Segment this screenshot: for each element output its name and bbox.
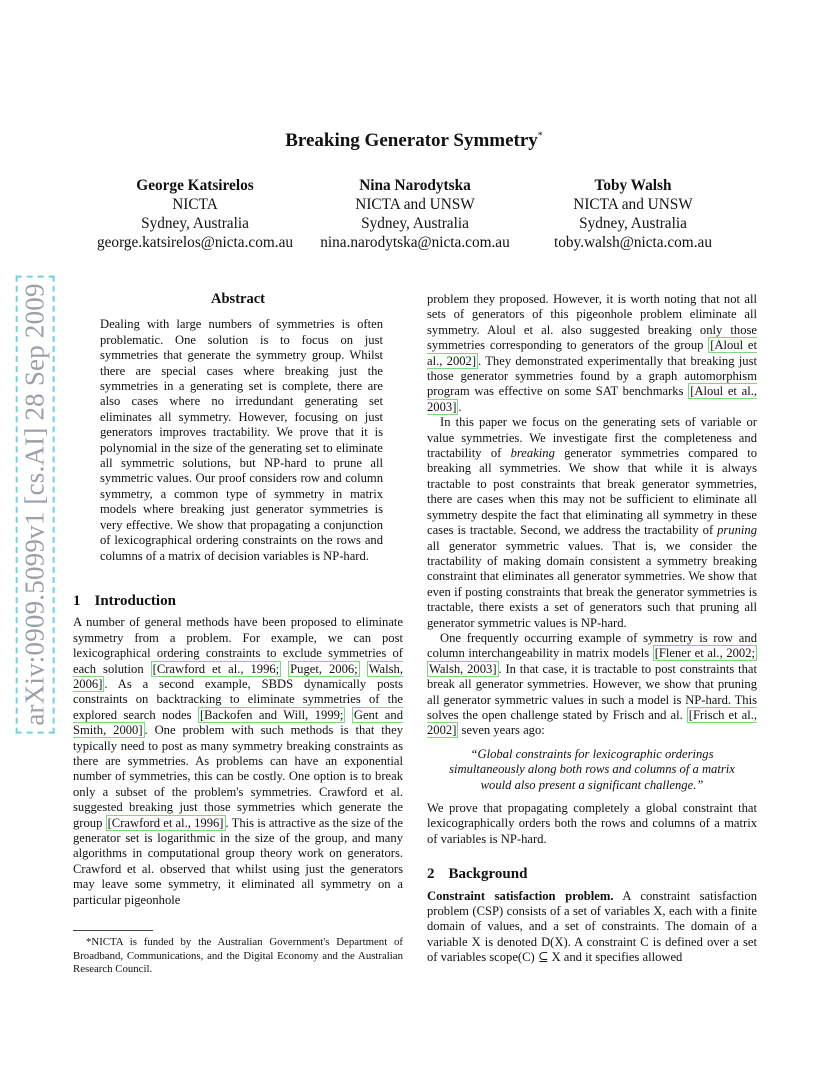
text-run: . This is attractive as the size of the generator set is logarithmic in the size of the group, and many algorithms in computational group theory work on generators. Crawford et al. observed that whilst using just the generators may leave some symmetry, it eliminated all symmetry on a particular pigeonhole — [73, 815, 404, 907]
body-paragraph: We prove that propagating completely a global constraint that lexicographically orders both the rows and columns of a matrix of variables is NP-hard. — [427, 801, 757, 846]
author-affiliation: NICTA and UNSW — [573, 196, 693, 213]
title-footnote-mark: * — [537, 130, 543, 142]
text-run: . — [458, 399, 462, 414]
author-email: george.katsirelos@nicta.com.au — [96, 234, 294, 251]
author-3 — [540, 176, 726, 252]
text-run: all generator symmetric values. That is, we consider the tractability of making domain consistent a symmetry breaking constraint that eliminates all generator symmetries. We show that even if posting constraints that break the generator symmetries is tractable, there exists a set of generators such that pruning all generator symmetric values is NP-hard. — [427, 538, 757, 630]
footnote-divider — [73, 930, 153, 931]
text-run: . In that case, it is tractable to post constraints that break all generator symmetries. However, we show that pruning all generator symmetric values in such a model is NP-hard. This solves the open challenge stated by Frisch and al. — [427, 661, 757, 722]
section-heading-introduction — [73, 594, 403, 609]
abstract-text: Dealing with large numbers of symmetries is often problematic. One solution is to focus on just symmetries that generate the symmetry group. Whilst there are special cases where breaking just the symmetries in a generating set is complete, there are also cases where no irredundant generating set eliminates all symmetry. However, focusing on just generators improves tractability. We prove that it is polynomial in the size of the generating set to eliminate all symmetric solutions, but NP-hard to prune all symmetric values. Our proof considers row and column symmetry, a common type of symmetry in matrix models where breaking just generator symmetries is very effective. We show that propagating a conjunction of lexicographical ordering constraints on the rows and columns of a matrix of decision variables is NP-hard. — [100, 317, 383, 563]
section-number: 2 — [427, 866, 435, 883]
emphasis: breaking — [510, 446, 555, 461]
citation-link[interactable]: Walsh, 2003] — [429, 661, 497, 676]
author-email: toby.walsh@nicta.com.au — [554, 234, 712, 251]
body-paragraph — [427, 292, 757, 415]
run-in-heading: Constraint satisfaction problem. — [427, 888, 614, 903]
left-column — [73, 292, 403, 977]
citation-link[interactable]: [Flener et al., 2002; — [654, 646, 756, 661]
paper-title — [0, 130, 828, 152]
citation-link[interactable]: [Frisch et al., 2002] — [427, 707, 758, 738]
emphasis: pruning — [717, 523, 757, 538]
author-affiliation: NICTA and UNSW — [355, 196, 475, 213]
text-run: . One problem with such methods is that they typically need to post as many symmetry breaking constraints as there are symmetries. As problems can have an exponential number of symmetries, this can be costly. One option is to break only a subset of the problem's symmetries. Crawford et al. suggested breaking just those symmetries which generate the group — [73, 723, 403, 830]
author-email: nina.narodytska@nicta.com.au — [320, 234, 510, 251]
text-run: A number of general methods have been proposed to eliminate symmetry from a problem. For example, we can post lexicographical ordering constraints to exclude symmetries of each solution — [73, 615, 403, 676]
citation-link[interactable]: Gent and Smith, 2000] — [73, 707, 403, 738]
author-location: Sydney, Australia — [141, 215, 249, 232]
citation-link[interactable]: Puget, 2006; — [290, 661, 358, 676]
body-paragraph — [427, 631, 757, 739]
citation-link[interactable]: [Crawford et al., 1996] — [107, 815, 224, 830]
background-paragraph — [427, 889, 757, 966]
text-run: . As a second example, SBDS dynamically posts constraints on backtracking to eliminate symmetries of the explored search nodes — [73, 676, 403, 722]
section-title: Background — [448, 866, 528, 883]
author-affiliation: NICTA — [172, 196, 218, 213]
author-location: Sydney, Australia — [361, 215, 469, 232]
citation-link[interactable]: [Crawford et al., 1996; — [152, 661, 280, 676]
section-title: Introduction — [94, 592, 176, 609]
intro-paragraph — [73, 615, 403, 908]
body-paragraph — [427, 415, 757, 631]
citation-link[interactable]: [Aloul et al., 2002] — [427, 338, 757, 368]
text-run: . They demonstrated experimentally that breaking just those generator symmetries found by a graph automorphism program was effective on some SAT benchmarks — [427, 353, 757, 399]
text-run: seven years ago: — [458, 723, 545, 738]
section-heading-background — [427, 867, 757, 882]
section-number: 1 — [73, 592, 81, 609]
text-run: generator symmetries compared to breaking all symmetries. We show that while it is always tractable to post constraints that break generator symmetries, there are cases when this may not be sufficient to eliminate all symmetry despite the fact that eliminating all symmetry in these cases is tractable. Second, we address the tractability of — [427, 446, 757, 538]
author-name: Nina Narodytska — [359, 177, 471, 194]
citation-link[interactable]: [Aloul et al., 2003] — [427, 384, 758, 414]
citation-link[interactable]: Walsh, 2006] — [73, 661, 403, 691]
text-run: In this paper we focus on the generating sets of variable or value symmetries. We investigate first the completeness and tractability of — [427, 415, 757, 461]
abstract-heading: Abstract — [211, 291, 265, 307]
arxiv-stamp — [10, 268, 60, 740]
author-location: Sydney, Australia — [579, 215, 687, 232]
footnote: *NICTA is funded by the Australian Government's Department of Broadband, Communications, and the Digital Economy and the Australian Research Council. — [73, 936, 403, 976]
author-name: Toby Walsh — [594, 177, 672, 194]
author-2 — [310, 176, 520, 252]
citation-link[interactable]: [Backofen and Will, 1999; — [199, 707, 344, 722]
arxiv-stamp-text: arXiv:0909.5099v1 [cs.AI] 28 Sep 2009 — [16, 275, 55, 733]
text-run: problem they proposed. However, it is worth noting that not all sets of generators of this pigeonhole problem eliminate all symmetry. Aloul et al. also suggested breaking only those symmetries corresponding to generators of the group — [427, 292, 757, 353]
text-run: A constraint satisfaction problem (CSP) consists of a set of variables X, each with a finite domain of values, and a set of constraints. The domain of a variable X is denoted D(X). A constraint C is defined over a set of variables scope(C) ⊆ X and it specifies allowed — [427, 888, 757, 965]
author-1 — [90, 176, 300, 252]
abstract — [100, 317, 383, 564]
text-run: One frequently occurring example of symmetry is row and column interchangeability in matrix models — [427, 630, 757, 661]
right-column — [427, 292, 757, 966]
author-name: George Katsirelos — [136, 177, 254, 194]
paper-title-text: Breaking Generator Symmetry — [285, 130, 538, 151]
block-quote: “Global constraints for lexicographic orderings simultaneously along both rows and columns of a matrix would also present a significant challenge.” — [449, 746, 735, 792]
